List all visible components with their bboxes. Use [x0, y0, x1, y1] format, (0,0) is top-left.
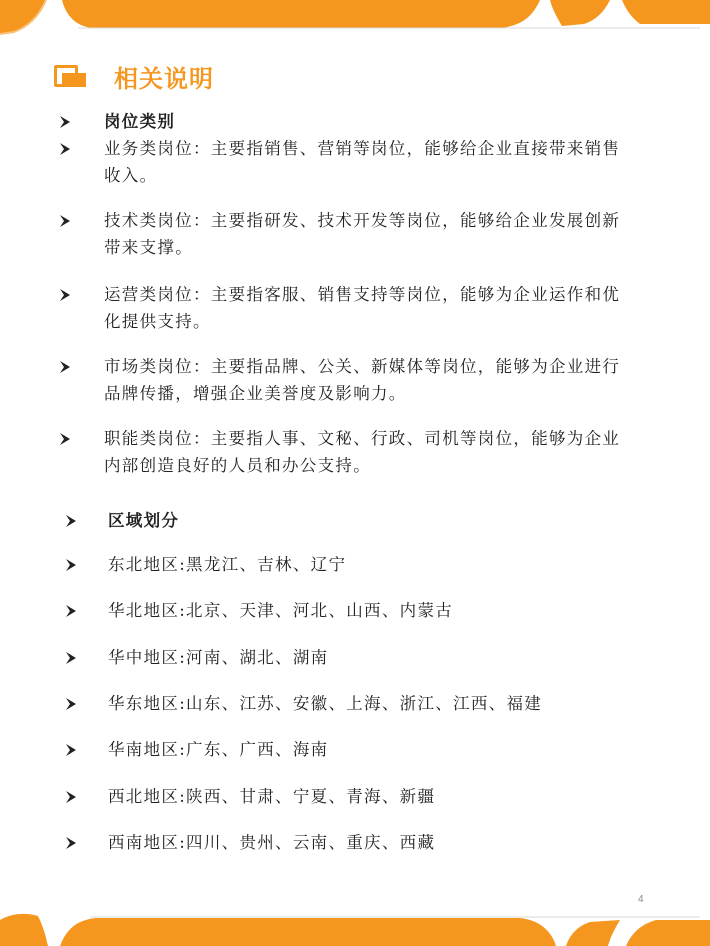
- job-category-text: 职能类岗位：主要指人事、文秘、行政、司机等岗位，能够为企业内部创造良好的人员和办公支持。: [104, 429, 621, 475]
- arrow-bullet-icon: [64, 651, 78, 665]
- region-text: 西北地区:陕西、甘肃、宁夏、青海、新疆: [108, 787, 436, 806]
- region-text: 华东地区:山东、江苏、安徽、上海、浙江、江西、福建: [108, 694, 543, 713]
- job-category-text: 业务类岗位：主要指销售、营销等岗位，能够给企业直接带来销售收入。: [104, 139, 621, 185]
- job-category-text: 运营类岗位：主要指客服、销售支持等岗位，能够为企业运作和优化提供支持。: [104, 285, 621, 331]
- arrow-bullet-icon: [58, 360, 72, 374]
- arrow-bullet-icon: [64, 743, 78, 757]
- region-text: 华南地区:广东、广西、海南: [108, 740, 329, 759]
- job-category-text: 技术类岗位：主要指研发、技术开发等岗位，能够给企业发展创新带来支撑。: [104, 211, 621, 257]
- arrow-bullet-icon: [58, 142, 72, 156]
- region-text: 东北地区:黑龙江、吉林、辽宁: [108, 555, 347, 574]
- arrow-bullet-icon: [58, 115, 72, 129]
- region-text: 华中地区:河南、湖北、湖南: [108, 648, 329, 667]
- arrow-bullet-icon: [64, 697, 78, 711]
- arrow-bullet-icon: [64, 514, 78, 528]
- checkbox-square-icon: [52, 59, 88, 93]
- arrow-bullet-icon: [58, 288, 72, 302]
- job-category-text: 市场类岗位：主要指品牌、公关、新媒体等岗位，能够为企业进行品牌传播，增强企业美誉度及影响力。: [104, 357, 621, 403]
- section-heading: [52, 58, 214, 94]
- footer-decoration: [0, 906, 710, 946]
- section-title: 相关说明: [114, 64, 214, 93]
- arrow-bullet-icon: [64, 558, 78, 572]
- arrow-bullet-icon: [64, 836, 78, 850]
- regions-title: 区域划分: [108, 511, 180, 530]
- arrow-bullet-icon: [58, 432, 72, 446]
- arrow-bullet-icon: [64, 604, 78, 618]
- region-text: 西南地区:四川、贵州、云南、重庆、西藏: [108, 833, 436, 852]
- arrow-bullet-icon: [64, 790, 78, 804]
- region-text: 华北地区:北京、天津、河北、山西、内蒙古: [108, 601, 454, 620]
- page-number: 4: [638, 894, 644, 905]
- arrow-bullet-icon: [58, 214, 72, 228]
- job-categories-title: 岗位类别: [104, 112, 176, 131]
- header-decoration: [0, 0, 710, 42]
